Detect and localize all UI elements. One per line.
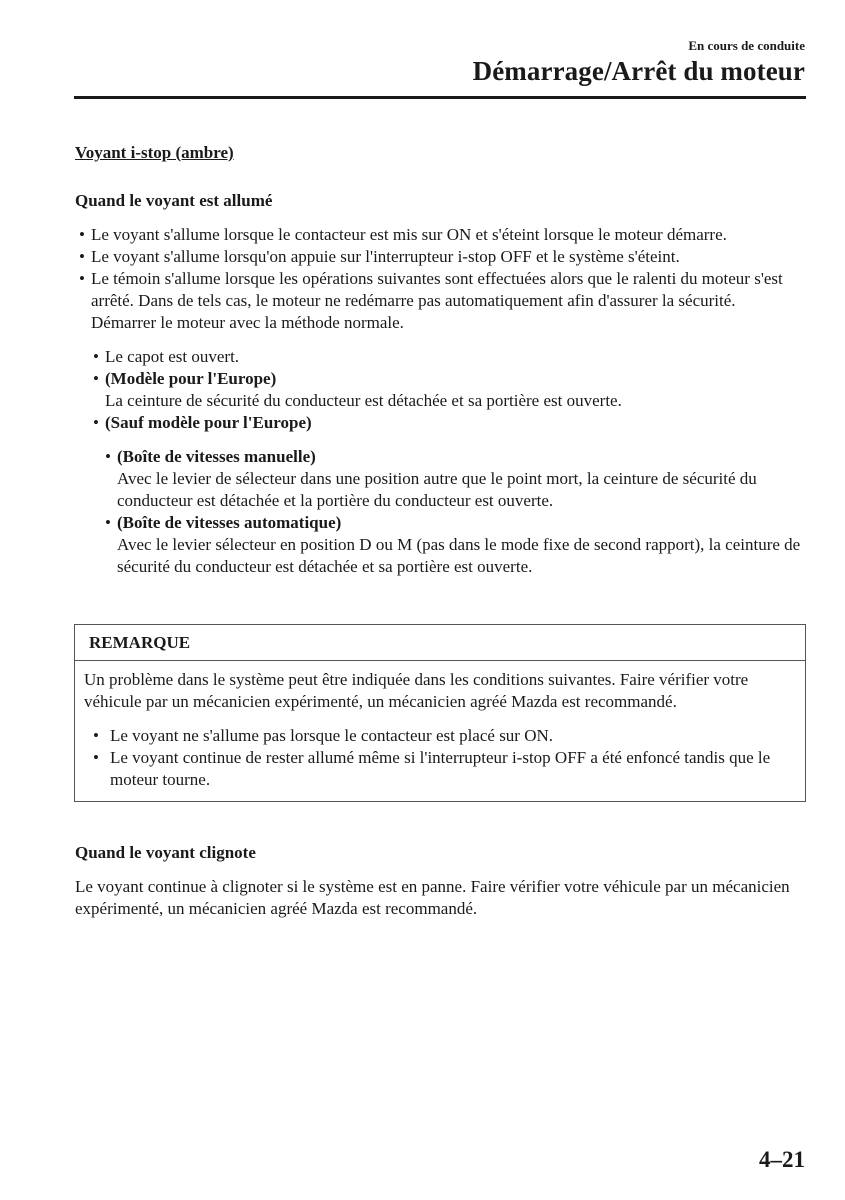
europe-label: (Modèle pour l'Europe) (105, 369, 277, 388)
blink-section (75, 842, 803, 920)
condition-manual (101, 446, 803, 512)
page-content (75, 142, 803, 920)
header-rule (74, 96, 806, 99)
list-item: • Le voyant s'allume lorsqu'on appuie sur l'interrupteur i-stop OFF et le système s'éteint. (79, 247, 680, 266)
note-body (75, 661, 805, 801)
condition-automatic (101, 512, 803, 578)
bullet-icon: • (93, 726, 99, 745)
note-intro: Un problème dans le système peut être indiquée dans les conditions suivantes. Faire vérifier votre véhicule par un mécanicien expérimenté, un mécanicien agréé Mazda est recommandé. (84, 670, 749, 711)
note-bullet-list (84, 725, 791, 791)
list-item: • Le témoin s'allume lorsque les opérations suivantes sont effectuées alors que le ralenti du moteur s'est arrêté. Dans de tels cas, le moteur ne redémarre pas automatiquement afin d'assurer la sécurité. Démarrer le moteur avec la méthode normale. (79, 269, 783, 332)
europe-text: La ceinture de sécurité du conducteur est détachée et sa portière est ouverte. (105, 391, 622, 410)
header-section-label: En cours de conduite (688, 38, 805, 53)
page-title: Démarrage/Arrêt du moteur (472, 56, 805, 86)
list-item: • Le voyant s'allume lorsque le contacteur est mis sur ON et s'éteint lorsque le moteur démarre. (79, 225, 727, 244)
bullet-icon: • (79, 247, 85, 266)
condition-non-europe (89, 412, 803, 434)
bullet-icon: • (93, 413, 99, 432)
list-item: • Le voyant ne s'allume pas lorsque le contacteur est placé sur ON. (93, 726, 554, 745)
manual-label: (Boîte de vitesses manuelle) (117, 447, 316, 466)
auto-text: Avec le levier sélecteur en position D ou M (pas dans le mode fixe de second rapport), la ceinture de sécurité du conducteur est détachée et sa portière est ouverte. (117, 535, 801, 576)
list-item: • Le voyant continue de rester allumé même si l'interrupteur i-stop OFF a été enfoncé tandis que le moteur tourne. (93, 748, 771, 789)
lit-bullet-list (75, 224, 803, 334)
condition-europe (89, 368, 803, 412)
blink-text: Le voyant continue à clignoter si le système est en panne. Faire vérifier votre véhicule par un mécanicien expérimenté, un mécanicien agréé Mazda est recommandé. (75, 877, 790, 918)
bullet-icon: • (105, 513, 111, 532)
condition-list (89, 346, 803, 434)
section-title: Voyant i-stop (ambre) (75, 143, 234, 162)
blink-heading: Quand le voyant clignote (75, 843, 256, 862)
note-box (74, 624, 806, 802)
bullet-icon: • (93, 748, 99, 767)
bullet-icon: • (105, 447, 111, 466)
bullet-icon: • (79, 225, 85, 244)
condition-hood: • Le capot est ouvert. (93, 347, 240, 366)
transmission-list (101, 446, 803, 578)
bullet-icon: • (79, 269, 85, 288)
non-europe-label: (Sauf modèle pour l'Europe) (105, 413, 312, 432)
page-number: 4–21 (759, 1147, 805, 1172)
bullet-icon: • (93, 369, 99, 388)
manual-text: Avec le levier de sélecteur dans une position autre que le point mort, la ceinture de sécurité du conducteur est détachée et la portière du conducteur est ouverte. (117, 469, 757, 510)
bullet-icon: • (93, 347, 99, 366)
lit-heading: Quand le voyant est allumé (75, 191, 273, 210)
auto-label: (Boîte de vitesses automatique) (117, 513, 342, 532)
note-title: REMARQUE (75, 625, 805, 661)
